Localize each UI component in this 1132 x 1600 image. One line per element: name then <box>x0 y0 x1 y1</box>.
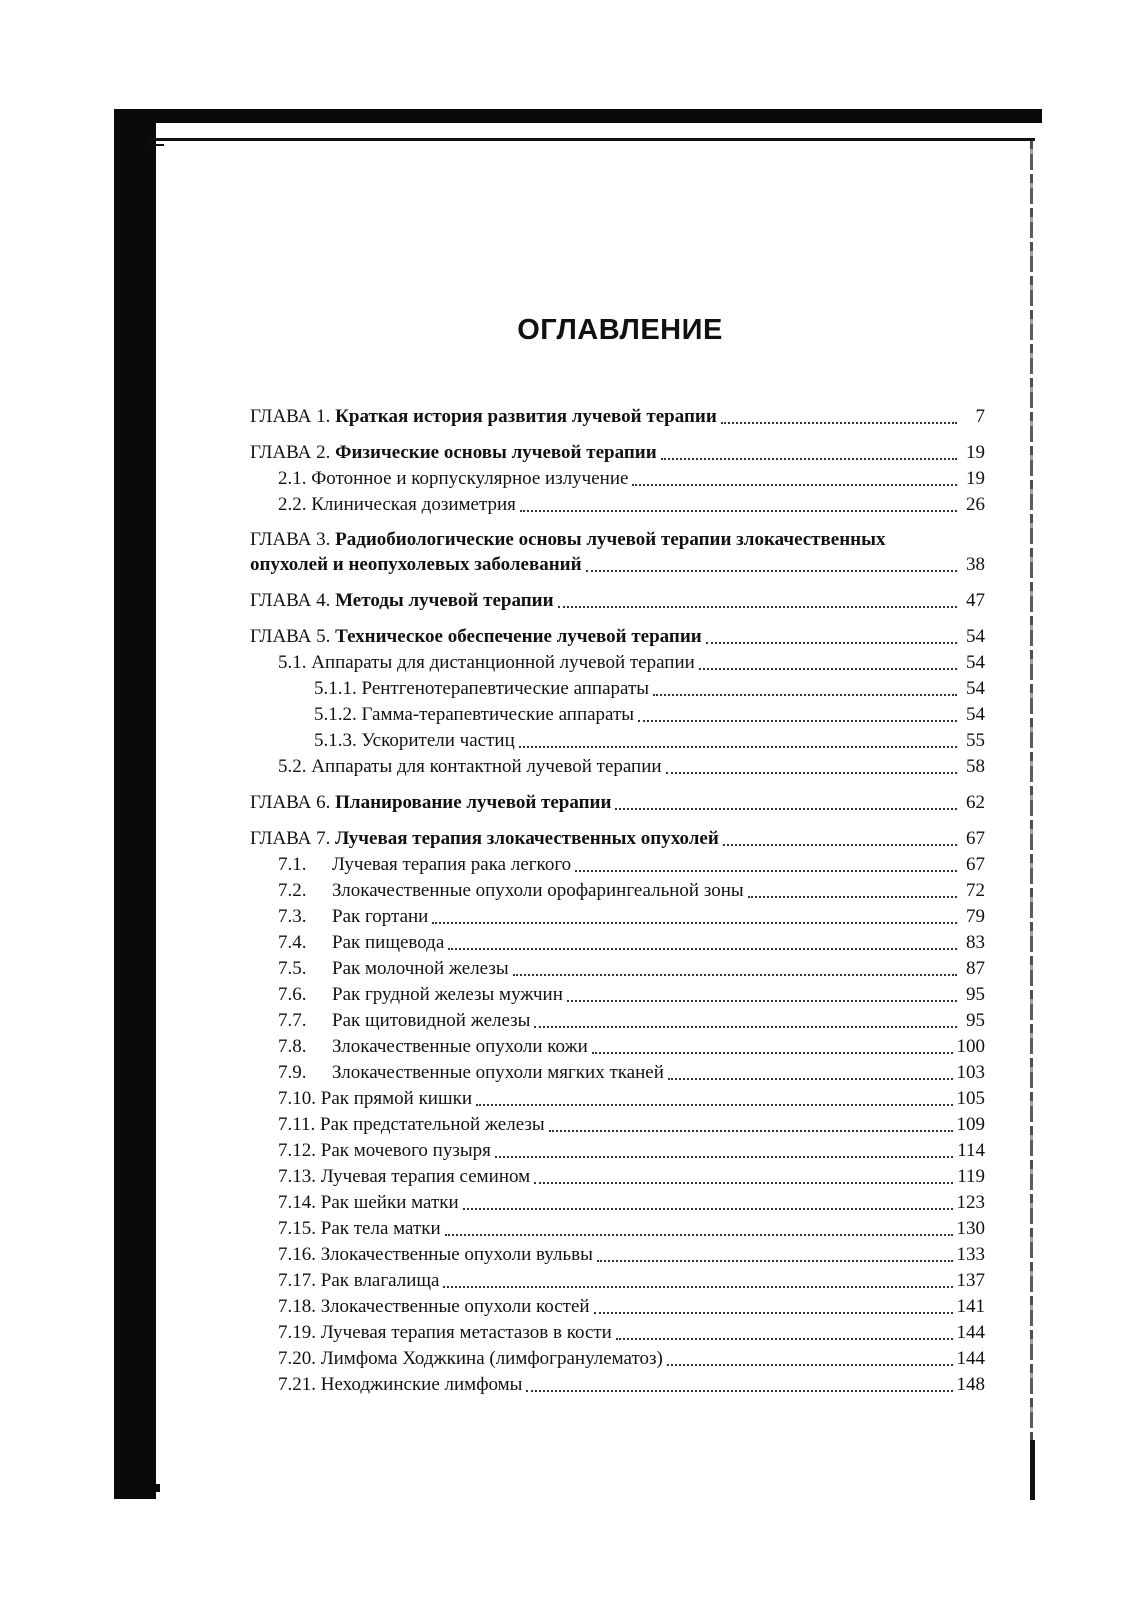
toc-entry-label <box>250 624 702 650</box>
toc-entry-title: Рак грудной железы мужчин <box>332 984 563 1005</box>
dot-leader <box>706 632 957 644</box>
toc-entry-prefix: 5.1.3. <box>314 730 357 751</box>
toc-entry-prefix: ГЛАВА 2. <box>250 442 331 463</box>
toc-entry-page-number: 130 <box>956 1218 985 1239</box>
toc-entry-page-number: 87 <box>966 958 985 979</box>
toc-entry-prefix: 7.20. <box>278 1348 316 1369</box>
toc-entry-label <box>250 1346 663 1372</box>
toc-entry-prefix: 5.1. <box>278 652 307 673</box>
toc-entry-prefix: 7.10. <box>278 1088 316 1109</box>
toc-entry[interactable] <box>250 930 985 956</box>
toc-entry-prefix: 7.18. <box>278 1296 316 1317</box>
dot-leader <box>586 560 957 572</box>
toc-entry-prefix: ГЛАВА 6. <box>250 792 331 813</box>
toc-entry-prefix: ГЛАВА 4. <box>250 590 331 611</box>
toc-entry[interactable] <box>250 404 985 430</box>
toc-entry[interactable] <box>250 728 985 754</box>
toc-entry-page-number: 109 <box>956 1114 985 1135</box>
toc-entry-prefix: 7.5. <box>278 958 307 979</box>
toc-entry-prefix: 2.2. <box>278 494 307 515</box>
toc-entry-title: Рак мочевого пузыря <box>316 1140 491 1161</box>
scan-bottom-stub <box>114 1484 160 1492</box>
toc-entry-label <box>250 1268 439 1294</box>
dot-leader <box>520 500 957 512</box>
toc-entry-title: Методы лучевой терапии <box>330 590 554 611</box>
toc-entry-label <box>250 588 554 614</box>
toc-entry-page-number: 95 <box>966 1010 985 1031</box>
toc-entry-page-number: 123 <box>956 1192 985 1213</box>
toc-entry-title: Рак тела матки <box>316 1218 441 1239</box>
toc-entry-title: Рак влагалища <box>316 1270 440 1291</box>
toc-entry-title: Гамма-терапевтические аппараты <box>356 704 635 725</box>
toc-entry-page-number: 54 <box>966 626 985 647</box>
toc-entry-label <box>250 404 717 430</box>
toc-entry-title: Неходжинские лимфомы <box>316 1374 523 1395</box>
toc-entry[interactable] <box>250 588 985 614</box>
toc-entry-label <box>250 878 744 904</box>
toc-entry-title: Рак предстательной железы <box>315 1114 545 1135</box>
toc-entry-title: Рак шейки матки <box>316 1192 459 1213</box>
toc-entry-page-number: 133 <box>956 1244 985 1265</box>
toc-entry-page-number: 58 <box>966 756 985 777</box>
toc-entry-prefix: 5.1.1. <box>314 678 357 699</box>
toc-entry-page-number: 100 <box>956 1036 985 1057</box>
toc-entry-label <box>250 728 515 754</box>
toc-entry-page-number: 19 <box>966 468 985 489</box>
toc-entry-title-continued: опухолей и неопухолевых заболеваний <box>250 554 582 575</box>
toc-entry-label <box>250 1320 612 1346</box>
toc-entry-prefix: 7.3. <box>278 906 307 927</box>
toc-entry-title: Рак пищевода <box>332 932 445 953</box>
toc-entry-title: Аппараты для контактной лучевой терапии <box>306 756 662 777</box>
toc-entry-label <box>250 904 428 930</box>
dot-leader <box>463 1198 953 1210</box>
toc-entry-title: Злокачественные опухоли вульвы <box>316 1244 593 1265</box>
toc-entry-label <box>250 650 695 676</box>
toc-entry-label <box>250 1294 590 1320</box>
toc-entry-page-number: 119 <box>957 1166 985 1187</box>
dot-leader <box>668 1068 953 1080</box>
dot-leader <box>445 1224 953 1236</box>
toc-entry-label <box>250 1190 459 1216</box>
toc-entry-page-number: 141 <box>956 1296 985 1317</box>
toc-entry[interactable] <box>250 676 985 702</box>
toc-entry-label <box>250 1060 664 1086</box>
dot-leader <box>534 1016 957 1028</box>
toc-entry[interactable] <box>250 466 985 492</box>
toc-entry-label <box>250 1372 522 1398</box>
toc-entry-prefix: 5.2. <box>278 756 307 777</box>
dot-leader <box>723 834 957 846</box>
toc-entry-prefix: 7.21. <box>278 1374 316 1395</box>
toc-entry-page-number: 54 <box>966 678 985 699</box>
dot-leader <box>666 762 957 774</box>
toc-entry[interactable] <box>250 1164 985 1190</box>
toc-entry-page-number: 67 <box>966 828 985 849</box>
dot-leader <box>513 964 957 976</box>
toc-entry-page-number: 54 <box>966 704 985 725</box>
toc-entry-page-number: 54 <box>966 652 985 673</box>
dot-leader <box>443 1276 952 1288</box>
dot-leader <box>526 1380 952 1392</box>
toc-entry-title: Злокачественные опухоли костей <box>316 1296 590 1317</box>
toc-entry-title: Злокачественные опухоли орофарингеальной зоны <box>332 880 744 901</box>
toc-entry[interactable] <box>250 440 985 466</box>
dot-leader <box>476 1094 952 1106</box>
toc-entry[interactable] <box>250 1372 985 1398</box>
toc-entry-title: Клиническая дозиметрия <box>306 494 516 515</box>
toc-entry-title: Рак молочной железы <box>332 958 509 979</box>
scan-top-bar <box>114 109 1042 123</box>
toc-entry-page-number: 79 <box>966 906 985 927</box>
toc-entry-page-number: 47 <box>966 590 985 611</box>
scan-top-rule <box>150 138 1035 141</box>
toc-entry-prefix: 7.17. <box>278 1270 316 1291</box>
toc-entry[interactable] <box>250 1034 985 1060</box>
toc-entry-prefix: 7.11. <box>278 1114 316 1135</box>
toc-entry-label <box>250 754 662 780</box>
toc-entry[interactable] <box>250 702 985 728</box>
toc-entry-page-number: 55 <box>966 730 985 751</box>
dot-leader <box>638 710 957 722</box>
toc-entry-label <box>250 930 444 956</box>
dot-leader <box>558 596 957 608</box>
toc-entry-label <box>250 492 516 518</box>
toc-entry-title: Рак гортани <box>332 906 429 927</box>
toc-entry-prefix: 7.9. <box>278 1062 307 1083</box>
toc-entry-page-number: 114 <box>957 1140 985 1161</box>
toc-entry-label <box>250 440 657 466</box>
toc-entry-label <box>250 1138 491 1164</box>
toc-entry-page-number: 67 <box>966 854 985 875</box>
toc-entry[interactable] <box>250 1242 985 1268</box>
toc-entry-label <box>250 1242 593 1268</box>
toc-entry[interactable] <box>250 956 985 982</box>
toc-entry-page-number: 103 <box>956 1062 985 1083</box>
toc-entry-prefix: 7.8. <box>278 1036 307 1057</box>
dot-leader <box>592 1042 953 1054</box>
toc-entry-page-number: 19 <box>966 442 985 463</box>
toc-entry-label <box>250 1008 530 1034</box>
toc-entry[interactable] <box>250 1294 985 1320</box>
toc-entry-title: Лучевая терапия рака легкого <box>332 854 572 875</box>
dot-leader <box>661 448 957 460</box>
toc-entry-page-number: 26 <box>966 494 985 515</box>
toc-entry-label <box>250 1164 530 1190</box>
toc-entry[interactable] <box>250 650 985 676</box>
toc-entry-prefix: 7.12. <box>278 1140 316 1161</box>
toc-entry[interactable] <box>250 1190 985 1216</box>
dot-leader <box>616 1328 953 1340</box>
toc-entry-prefix: ГЛАВА 3. <box>250 529 331 550</box>
dot-leader <box>699 658 957 670</box>
toc-entry[interactable] <box>250 1008 985 1034</box>
dot-leader <box>615 798 957 810</box>
toc-entry-page-number: 148 <box>956 1374 985 1395</box>
toc-entry[interactable] <box>250 1112 985 1138</box>
dot-leader <box>534 1172 953 1184</box>
dot-leader <box>448 938 957 950</box>
toc-entry-label <box>250 1112 545 1138</box>
toc-entry-first-line <box>250 528 985 552</box>
toc-entry[interactable] <box>250 1060 985 1086</box>
page-title: ОГЛАВЛЕНИЕ <box>517 314 723 347</box>
toc-entry-prefix: ГЛАВА 7. <box>250 828 331 849</box>
toc-entry[interactable] <box>250 826 985 852</box>
toc-entry-title: Рак щитовидной железы <box>332 1010 531 1031</box>
toc-entry-label <box>250 1086 472 1112</box>
toc-entry-title: Лимфома Ходжкина (лимфогранулематоз) <box>316 1348 663 1369</box>
toc-entry-title: Лучевая терапия метастазов в кости <box>316 1322 612 1343</box>
toc-entry-label <box>250 826 719 852</box>
toc-entry[interactable] <box>250 552 985 578</box>
table-of-contents <box>250 404 985 1398</box>
dot-leader <box>567 990 957 1002</box>
toc-entry-prefix: 7.16. <box>278 1244 316 1265</box>
toc-entry-label <box>250 1216 441 1242</box>
toc-entry-title: Физические основы лучевой терапии <box>330 442 657 463</box>
toc-entry-page-number: 62 <box>966 792 985 813</box>
toc-entry[interactable] <box>250 1346 985 1372</box>
toc-entry-prefix: 5.1.2. <box>314 704 357 725</box>
toc-entry-page-number: 72 <box>966 880 985 901</box>
dot-leader <box>748 886 957 898</box>
dot-leader <box>653 684 957 696</box>
toc-entry-page-number: 95 <box>966 984 985 1005</box>
toc-entry[interactable] <box>250 1268 985 1294</box>
toc-entry-label <box>250 552 582 578</box>
dot-leader <box>495 1146 953 1158</box>
toc-entry-page-number: 105 <box>956 1088 985 1109</box>
toc-entry-title: Ускорители частиц <box>356 730 515 751</box>
toc-entry-prefix: 7.1. <box>278 854 307 875</box>
toc-entry-prefix: 2.1. <box>278 468 307 489</box>
toc-entry-prefix: 7.4. <box>278 932 307 953</box>
dot-leader <box>721 412 957 424</box>
toc-entry-page-number: 137 <box>956 1270 985 1291</box>
toc-entry-label <box>250 676 649 702</box>
toc-entry-title: Злокачественные опухоли кожи <box>332 1036 588 1057</box>
dot-leader <box>519 736 957 748</box>
toc-entry-title: Фотонное и корпускулярное излучение <box>306 468 629 489</box>
toc-entry[interactable] <box>250 904 985 930</box>
dot-leader <box>632 474 957 486</box>
toc-entry[interactable] <box>250 492 985 518</box>
toc-entry-title: Краткая история развития лучевой терапии <box>330 406 717 427</box>
toc-entry-prefix: 7.6. <box>278 984 307 1005</box>
dot-leader <box>575 860 957 872</box>
toc-entry-prefix: 7.7. <box>278 1010 307 1031</box>
toc-entry-label <box>250 1034 588 1060</box>
toc-entry[interactable] <box>250 1320 985 1346</box>
toc-entry-label <box>250 790 611 816</box>
toc-entry-page-number: 144 <box>956 1322 985 1343</box>
dot-leader <box>594 1302 953 1314</box>
toc-entry[interactable] <box>250 878 985 904</box>
toc-entry-title: Рентгенотерапевтические аппараты <box>356 678 650 699</box>
toc-entry-title: Лучевая терапия семином <box>316 1166 531 1187</box>
toc-entry[interactable] <box>250 790 985 816</box>
dot-leader <box>597 1250 953 1262</box>
toc-entry-title: Злокачественные опухоли мягких тканей <box>332 1062 664 1083</box>
toc-entry-label <box>250 852 571 878</box>
toc-entry-prefix: 7.19. <box>278 1322 316 1343</box>
toc-entry-prefix: 7.14. <box>278 1192 316 1213</box>
toc-entry-title: Радиобиологические основы лучевой терапии злокачественных <box>330 529 886 550</box>
toc-entry-prefix: 7.13. <box>278 1166 316 1187</box>
toc-entry[interactable] <box>250 982 985 1008</box>
toc-entry-label <box>250 956 509 982</box>
toc-entry-label <box>250 982 563 1008</box>
toc-entry-page-number: 144 <box>956 1348 985 1369</box>
toc-entry-prefix: ГЛАВА 1. <box>250 406 331 427</box>
toc-entry-title: Техническое обеспечение лучевой терапии <box>330 626 702 647</box>
scan-top-dash <box>150 144 164 146</box>
toc-entry-title: Рак прямой кишки <box>316 1088 473 1109</box>
toc-entry-page-number: 38 <box>966 554 985 575</box>
toc-entry[interactable] <box>250 1216 985 1242</box>
toc-entry-title: Аппараты для дистанционной лучевой терапии <box>306 652 695 673</box>
toc-entry[interactable] <box>250 1086 985 1112</box>
toc-entry[interactable] <box>250 754 985 780</box>
toc-entry-title: Лучевая терапия злокачественных опухолей <box>330 828 719 849</box>
toc-entry-title: Планирование лучевой терапии <box>330 792 612 813</box>
toc-entry-label <box>250 702 634 728</box>
dot-leader <box>667 1354 953 1366</box>
toc-entry-label <box>250 466 628 492</box>
scan-right-edge-bottom <box>1030 1440 1035 1500</box>
dot-leader <box>549 1120 953 1132</box>
toc-entry-prefix: 7.15. <box>278 1218 316 1239</box>
toc-entry[interactable] <box>250 624 985 650</box>
toc-entry[interactable] <box>250 1138 985 1164</box>
toc-entry-prefix: ГЛАВА 5. <box>250 626 331 647</box>
toc-entry-prefix: 7.2. <box>278 880 307 901</box>
dot-leader <box>432 912 957 924</box>
toc-entry-page-number: 7 <box>975 406 985 427</box>
toc-entry-page-number: 83 <box>966 932 985 953</box>
toc-entry[interactable] <box>250 852 985 878</box>
